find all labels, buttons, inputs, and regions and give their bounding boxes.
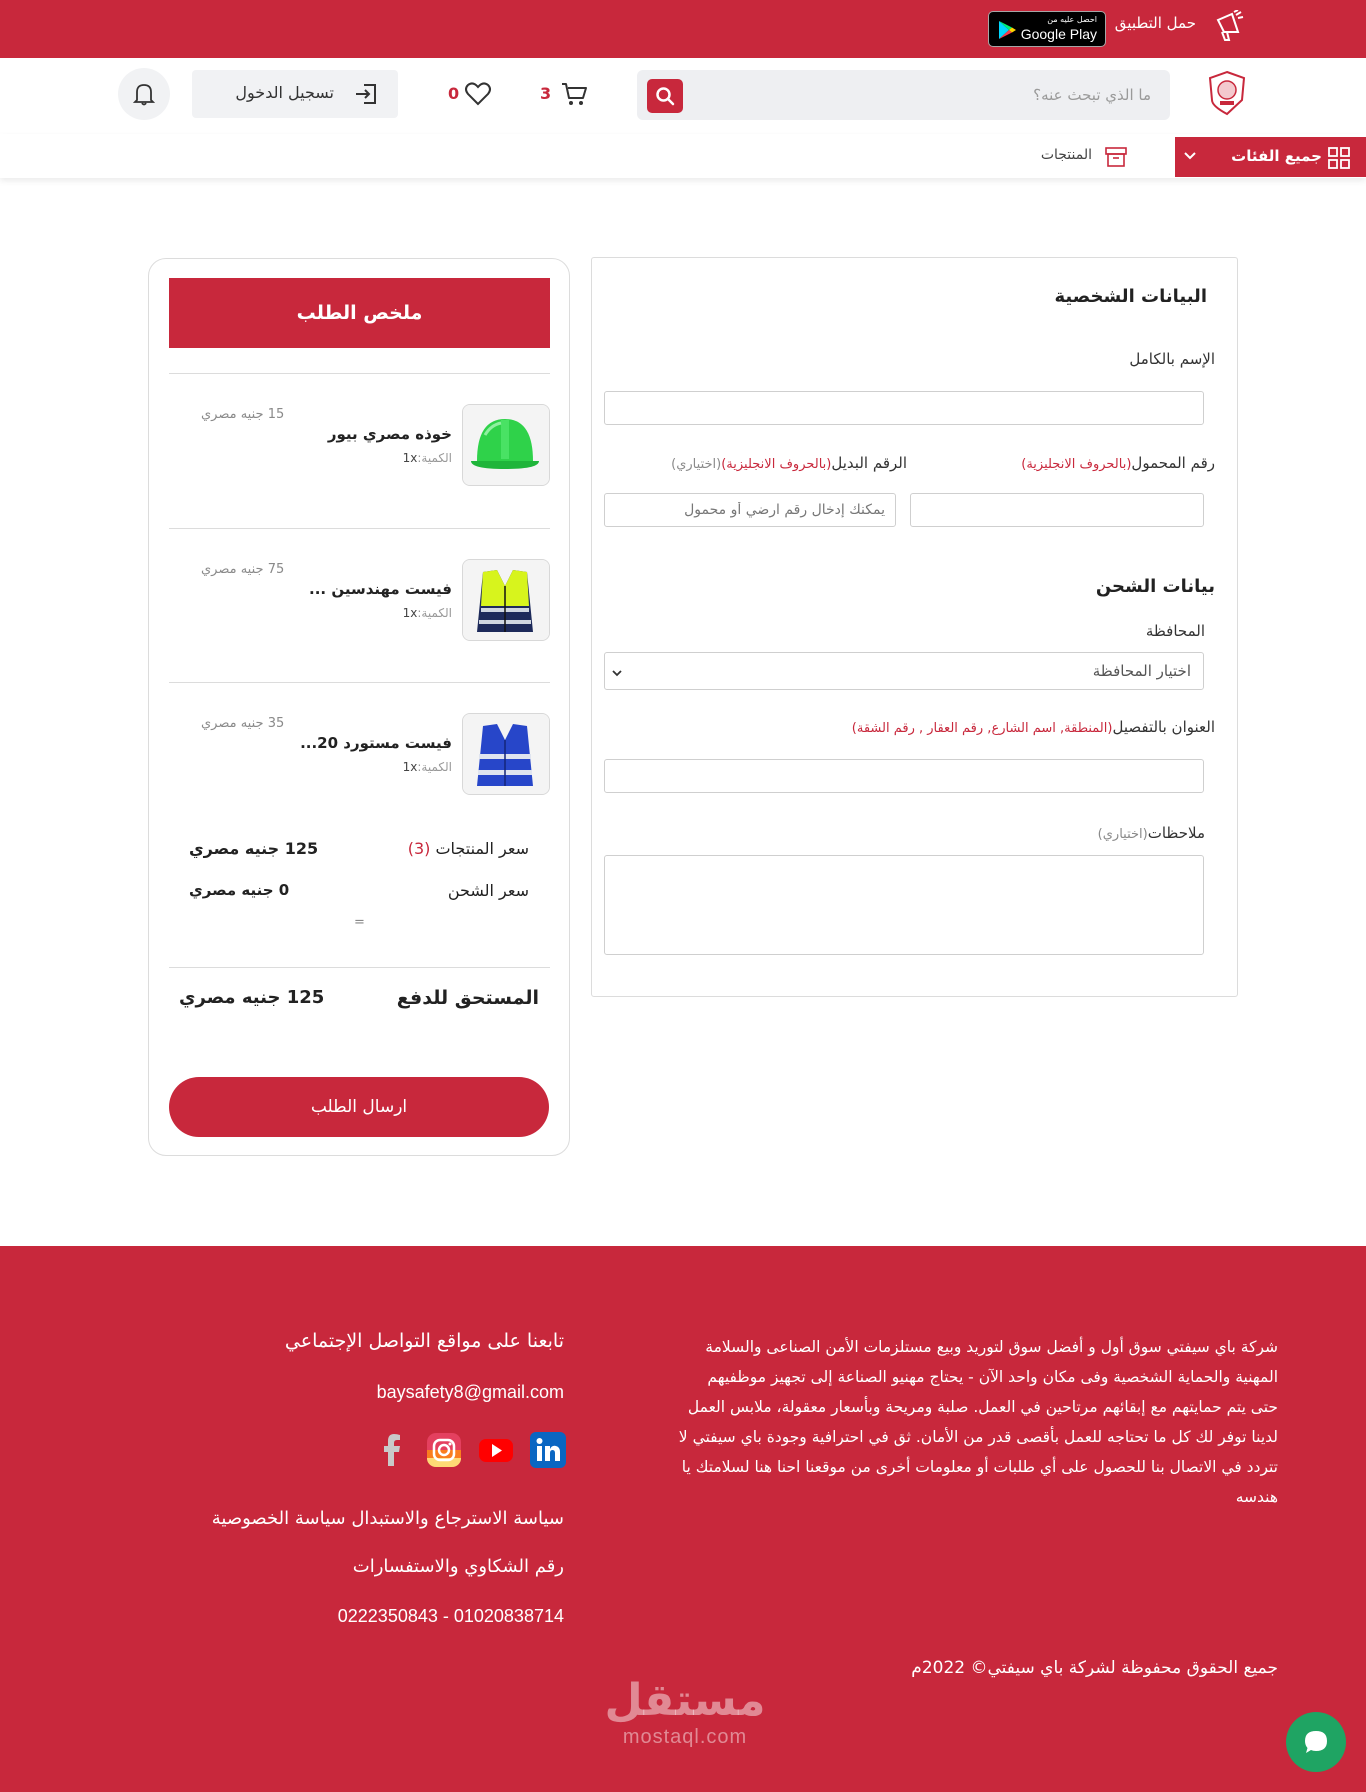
google-play-text: Google Play [1020,26,1097,42]
mobile-input[interactable] [910,493,1204,527]
address-input[interactable] [604,759,1204,793]
all-categories-label: جميع الفئات [1231,147,1322,165]
notes-textarea[interactable] [604,855,1204,955]
item-quantity: الكمية:1x [402,451,452,465]
nav-bar [0,134,1366,178]
divider [169,967,550,968]
mobile-hint: (بالحروف الانجليزية) [1021,457,1132,472]
products-price-label-row [408,839,529,858]
about-text: شركة باي سيفتي سوق أول و أفضل سوق لتوريد وبيع مستلزمات الأمن الصناعى والسلامة المهنية والحماية الشخصية وفى مكان واحد الآن - يحتاج مهنيو الصناعة إلى تجهيز موظفيهم حتى يتم حمايتهم مع إبقائهم مرتاحين في العمل. صلبة ومريحة وبأسعار معقولة، ملابس العمل لدينا توفر لك كل ما تحتاجه للعمل بأقصى قدر من الأمان. ثق في احترافية وجودة باي سيفتي لا تتردد في الاتصال بنا للحصول على أي طلبات أو معلومات أخرى من موقعنا احنا هنا لسلامتك يا هندسه [678,1338,1278,1506]
notes-label: ملاحظات [1147,824,1205,842]
vest-icon [462,714,549,795]
megaphone-icon [1212,10,1244,44]
cart-count: 3 [540,84,552,103]
shipping-data-title: بيانات الشحن [1095,576,1215,597]
address-hint: (المنطقة, اسم الشارع, رقم العقار , رقم الشقة) [851,721,1113,736]
wishlist-count: 0 [448,84,460,103]
notifications-button[interactable] [118,68,170,120]
google-play-badge[interactable] [988,11,1106,47]
chevron-down-icon [611,667,623,679]
products-count: (3) [407,839,431,858]
governorate-label: المحافظة [1145,622,1205,640]
item-price: 15 جنيه مصري [201,407,285,422]
box-icon [1104,146,1128,168]
amount-due-label: المستحق للدفع [396,987,539,1009]
login-icon [354,82,378,106]
search-button[interactable] [647,79,683,113]
chat-button[interactable] [1286,1712,1346,1772]
item-name: فيست مهندسين ... [309,580,452,598]
address-label: العنوان بالتفصيل [1112,718,1215,736]
products-price-value: 125 جنيه مصري [189,839,319,858]
vest-icon [462,560,549,641]
cart-button[interactable] [540,78,600,112]
mobile-label: رقم المحمول [1131,454,1215,472]
order-summary [148,258,570,1156]
alt-number-hint: (بالحروف الانجليزية) [721,457,832,472]
copyright: جميع الحقوق محفوظة لشركة باي سيفتي© 2022م [911,1658,1278,1678]
shipping-price-label: سعر الشحن [447,881,529,900]
search-icon [655,86,675,106]
policies-links[interactable]: سياسة الاسترجاع والاستبدال سياسة الخصوصية [211,1508,564,1529]
google-play-small-text: احصل عليه من [1047,15,1097,24]
footer [0,1246,1366,1792]
shipping-price-value: 0 جنيه مصري [189,881,290,899]
divider [169,373,550,374]
order-summary-title: ملخص الطلب [169,278,550,348]
get-app-label: حمل التطبيق [1114,14,1196,32]
contact-email[interactable]: baysafety8@gmail.com [376,1382,564,1402]
item-quantity: الكمية:1x [402,606,452,620]
notes-label-row [1098,824,1205,842]
header [0,58,1366,134]
mobile-label-row [1021,454,1215,472]
item-name: خوذه مصري بيور [327,425,452,443]
send-order-button[interactable]: ارسال الطلب [169,1077,549,1137]
all-categories-dropdown[interactable] [1175,137,1366,177]
item-price: 35 جنيه مصري [201,716,285,731]
search-bar [637,70,1170,120]
chevron-down-icon [1183,149,1197,163]
login-button[interactable] [192,70,398,118]
brand-logo[interactable] [1206,70,1248,116]
top-bar [0,0,1366,58]
personal-data-title: البيانات الشخصية [1054,286,1207,307]
login-label: تسجيل الدخول [235,83,334,102]
checkout-form [591,257,1238,997]
facebook-icon[interactable] [374,1432,410,1468]
mostaql-watermark: مستقل mostaql.com [604,1675,766,1748]
nav-products-label: المنتجات [1040,147,1092,163]
bell-icon [133,82,155,106]
order-item [169,404,550,494]
google-play-icon [997,20,1017,40]
divider [169,528,550,529]
search-input[interactable] [687,70,1157,120]
governorate-value: اختيار المحافظة [1092,662,1191,680]
nav-products-link[interactable] [1036,146,1128,168]
item-quantity: الكمية:1x [402,760,452,774]
instagram-icon[interactable] [426,1432,462,1468]
amount-due-value: 125 جنيه مصري [179,987,325,1008]
grid-icon [1328,147,1350,169]
product-thumbnail-imported-vest[interactable] [462,713,550,795]
full-name-input[interactable] [604,391,1204,425]
notes-optional: (اختياري) [1097,827,1148,842]
cart-icon [560,80,588,108]
order-item [169,559,550,649]
alt-number-input[interactable] [604,493,896,527]
helmet-icon [462,405,549,486]
complaints-label: رقم الشكاوي والاستفسارات [352,1556,564,1577]
product-thumbnail-engineer-vest[interactable] [462,559,550,641]
phone-numbers[interactable]: 0222350843 - 01020838714 [337,1606,564,1626]
item-name: فيست مستورد 20... [300,734,452,752]
divider [169,682,550,683]
alt-number-label: الرقم البديل [831,454,907,472]
follow-us-title: تابعنا على مواقع التواصل الإجتماعي [284,1330,564,1352]
product-thumbnail-helmet[interactable] [462,404,550,486]
equals-sign: = [354,915,365,930]
governorate-select[interactable] [604,652,1204,690]
linkedin-icon[interactable] [530,1432,566,1468]
chat-bubble-icon [1302,1728,1330,1756]
youtube-icon[interactable] [478,1432,514,1468]
full-name-label: الإسم بالكامل [1129,350,1215,368]
products-price-label: سعر المنتجات [435,839,529,858]
address-label-row [852,718,1215,736]
alt-number-optional: (اختياري) [671,457,722,472]
wishlist-button[interactable] [446,78,506,112]
alt-number-label-row [671,454,907,472]
item-price: 75 جنيه مصري [201,562,285,577]
heart-icon [464,80,492,108]
order-item [169,713,550,803]
